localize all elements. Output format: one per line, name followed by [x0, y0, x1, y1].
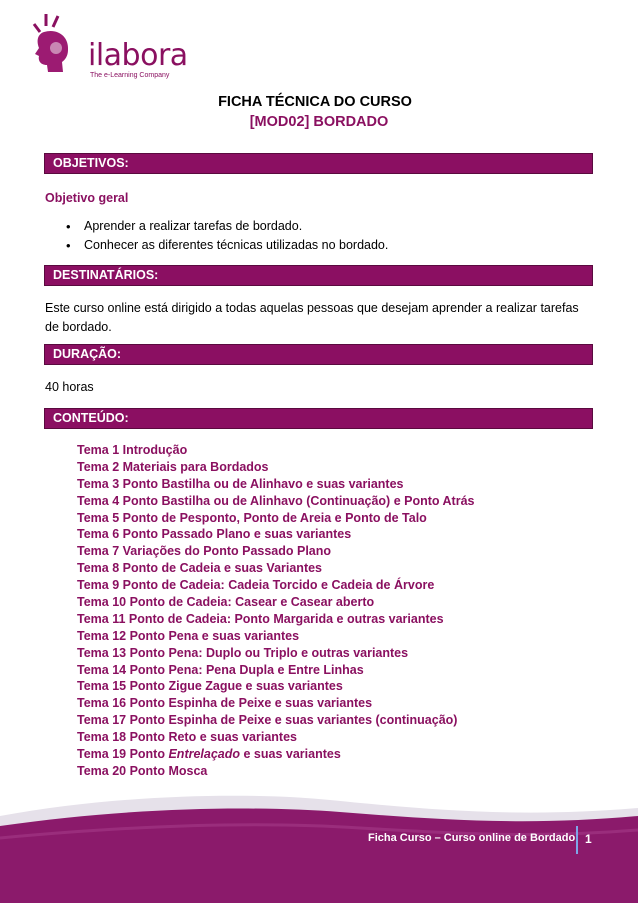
topic-item: Tema 11 Ponto de Cadeia: Ponto Margarida e outras variantes	[77, 611, 444, 626]
topic-item: Tema 18 Ponto Reto e suas variantes	[77, 730, 297, 745]
topic-item: Tema 9 Ponto de Cadeia: Cadeia Torcido e Cadeia de Árvore	[77, 578, 435, 593]
topic-item: Tema 6 Ponto Passado Plano e suas variantes	[77, 527, 352, 542]
head-logo-icon	[22, 10, 92, 80]
destinatarios-line-1: Este curso online está dirigido a todas aquelas pessoas que desejam aprender a realizar tarefas	[45, 301, 579, 315]
page-title: FICHA TÉCNICA DO CURSO	[218, 94, 412, 110]
footer-course-label: Ficha Curso – Curso online de Bordado	[368, 832, 576, 844]
objetivos-list	[62, 217, 388, 255]
list-item: • Aprender a realizar tarefas de bordado.	[62, 217, 388, 236]
footer-wave	[0, 786, 638, 903]
topic-19-italic: Entrelaçado	[168, 747, 241, 762]
topic-item: Tema 15 Ponto Zigue Zague e suas variantes	[77, 679, 343, 694]
topic-19-prefix: Tema 19 Ponto	[77, 747, 169, 762]
brand-logo	[22, 10, 188, 80]
destinatarios-text	[45, 299, 605, 337]
section-heading-objetivos: OBJETIVOS:	[44, 153, 593, 174]
section-heading-conteudo: CONTEÚDO:	[44, 408, 593, 429]
topic-item: Tema 7 Variações do Ponto Passado Plano	[77, 544, 332, 559]
objetivo-geral-label: Objetivo geral	[45, 191, 129, 205]
destinatarios-line-2: de bordado.	[45, 320, 112, 334]
topic-item: Tema 1 Introdução	[77, 443, 188, 457]
topic-item: Tema 10 Ponto de Cadeia: Casear e Casear aberto	[77, 595, 375, 610]
topic-item: Tema 4 Ponto Bastilha ou de Alinhavo (Continuação) e Ponto Atrás	[77, 493, 475, 508]
course-code-title: [MOD02] BORDADO	[249, 114, 389, 130]
list-item: • Conhecer as diferentes técnicas utilizadas no bordado.	[62, 236, 388, 255]
topics-list	[77, 442, 475, 780]
section-heading-duracao: DURAÇÃO:	[44, 344, 593, 365]
section-heading-destinatarios: DESTINATÁRIOS:	[44, 265, 593, 286]
topic-item: Tema 14 Ponto Pena: Pena Dupla e Entre Linhas	[77, 662, 364, 677]
topic-item: Tema 12 Ponto Pena e suas variantes	[77, 628, 300, 643]
page-number: 1	[585, 832, 592, 846]
topic-item: Tema 17 Ponto Espinha de Peixe e suas variantes (continuação)	[77, 713, 458, 728]
topic-item: Tema 16 Ponto Espinha de Peixe e suas variantes	[77, 696, 373, 711]
topic-item: Tema 8 Ponto de Cadeia e suas Variantes	[77, 561, 323, 576]
topic-19-suffix: e suas variantes	[240, 747, 341, 762]
topic-item: Tema 3 Ponto Bastilha ou de Alinhavo e suas variantes	[77, 476, 404, 491]
footer-separator	[576, 826, 578, 854]
duracao-text: 40 horas	[45, 380, 94, 394]
topic-item: Tema 2 Materiais para Bordados	[77, 459, 269, 474]
brand-name: ilabora	[88, 38, 188, 73]
topic-item: Tema 13 Ponto Pena: Duplo ou Triplo e outras variantes	[77, 645, 409, 660]
topic-item: Tema 5 Ponto de Pesponto, Ponto de Areia e Ponto de Talo	[77, 510, 427, 525]
topic-item: Tema 20 Ponto Mosca	[77, 763, 208, 778]
brand-tagline: The e-Learning Company	[90, 72, 170, 79]
topic-item	[77, 746, 475, 763]
